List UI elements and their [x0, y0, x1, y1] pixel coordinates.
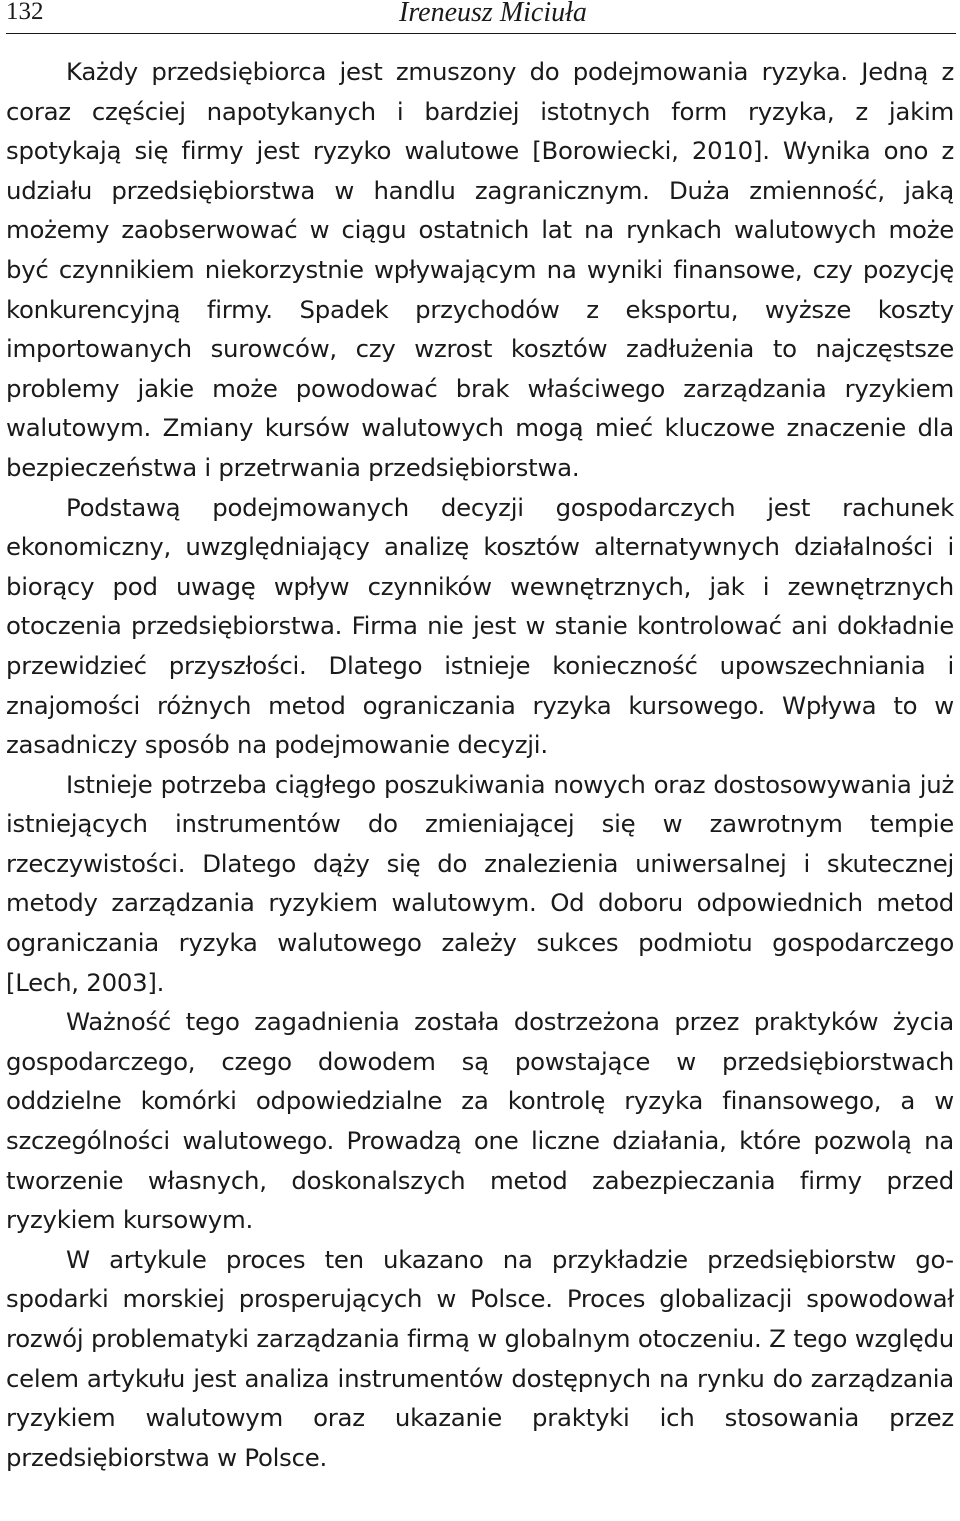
body-text — [6, 52, 954, 1477]
running-head — [6, 0, 956, 34]
running-title-author: Ireneusz Miciuła — [399, 0, 587, 28]
paragraph: Każdy przedsiębiorca jest zmuszony do podejmowania ryzyka. Jedną z coraz częściej napotykanych i bardziej istotnych form ryzyka, z jakim spotykają się firmy jest ryzyko walutowe [Borowiecki, 2010]. Wynika ono z udziału przedsiębiorstwa w handlu zagranicznym. Duża zmienność, jaką możemy zaobserwować w ciągu ostatnich lat na rynkach walutowych może być czynnikiem niekorzystnie wpływającym na wyniki finansowe, czy pozycję konkurencyjną firmy. Spadek przychodów z eksportu, wyższe koszty importowanych surowców, czy wzrost kosztów zadłużenia to najczęstsze problemy jakie może powodować brak właściwego zarządzania ryzykiem walutowym. Zmiany kursów walutowych mogą mieć kluczowe znaczenie dla bezpieczeństwa i przetrwania przedsiębiorstwa. — [6, 57, 954, 482]
paragraph: Ważność tego zagadnienia została dostrzeżona przez praktyków życia gospodarczego, czego dowodem są powstające w przedsiębiorstwach oddzielne komórki odpowiedzialne za kontrolę ryzyka finansowego, a w szczególności walutowego. Prowadzą one liczne działania, które pozwolą na tworzenie własnych, doskonalszych metod zabezpieczania firmy przed ryzykiem kursowym. — [6, 1007, 954, 1235]
paragraph: Istnieje potrzeba ciągłego poszukiwania nowych oraz dostosowywania już istniejących instrumentów do zmieniającej się w zawrotnym tempie rzeczywistości. Dlatego dąży się do znalezienia uniwersalnej i skutecznej metody zarządzania ryzykiem walutowym. Od doboru odpowiednich metod ograniczania ryzyka walutowego zależy sukces podmiotu gospodarczego [Lech, 2003]. — [6, 769, 954, 997]
paragraph: Podstawą podejmowanych decyzji gospodarczych jest rachunek ekonomiczny, uwzględniający analizę kosztów alternatywnych działalności i biorący pod uwagę wpływ czynników wewnętrznych, jak i zewnętrznych otoczenia przedsiębiorstwa. Firma nie jest w stanie kontrolować ani dokładnie przewidzieć przyszłości. Dlatego istnieje konieczność upowszechniania i znajomości różnych metod ograniczania ryzyka kursowego. Wpływa to w zasadniczy sposób na podejmowanie decyzji. — [6, 492, 954, 760]
paragraph: W artykule proces ten ukazano na przykładzie przedsiębiorstw gospodarki morskiej prosperujących w Polsce. Proces globalizacji spowodował rozwój problematyki zarządzania firmą w globalnym otoczeniu. Z tego względu celem artykułu jest analiza instrumentów dostępnych na rynku do zarządzania ryzykiem walutowym oraz ukazanie praktyki ich stosowania przez przedsiębiorstwa w Polsce. — [6, 1244, 954, 1472]
page-number: 132 — [6, 0, 44, 25]
